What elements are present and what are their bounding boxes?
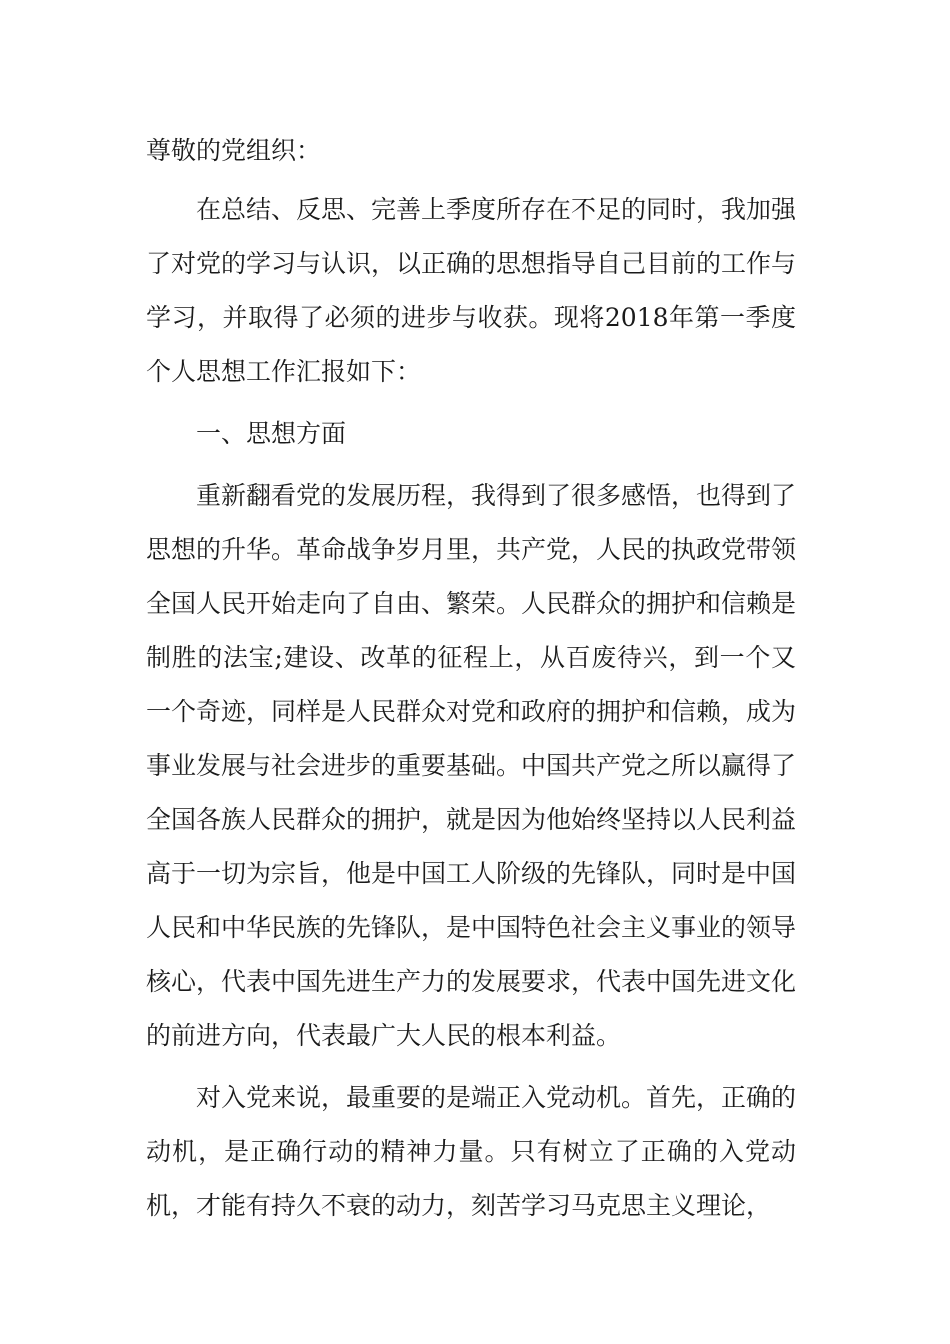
intro-paragraph: 在总结、反思、完善上季度所存在不足的同时，我加强了对党的学习与认识，以正确的思想指导自己目前的工作与学习，并取得了必须的进步与收获。现将2018年第一季度个人思想工作汇报如下： [146, 195, 797, 386]
section-heading-thought: 一、思想方面 [196, 419, 347, 448]
history-paragraph: 重新翻看党的发展历程，我得到了很多感悟，也得到了思想的升华。革命战争岁月里，共产党，人民的执政党带领全国人民开始走向了自由、繁荣。人民群众的拥护和信赖是制胜的法宝;建设、改革的征程上，从百废待兴，到一个又一个奇迹，同样是人民群众对党和政府的拥护和信赖，成为事业发展与社会进步的重要基础。中国共产党之所以赢得了全国各族人民群众的拥护，就是因为他始终坚持以人民利益高于一切为宗旨，他是中国工人阶级的先锋队，同时是中国人民和中华民族的先锋队，是中国特色社会主义事业的领导核心，代表中国先进生产力的发展要求，代表中国先进文化的前进方向，代表最广大人民的根本利益。 [146, 481, 797, 1050]
salutation: 尊敬的党组织： [146, 136, 322, 165]
document-body [146, 124, 796, 1241]
motivation-paragraph: 对入党来说，最重要的是端正入党动机。首先，正确的动机，是正确行动的精神力量。只有树立了正确的入党动机，才能有持久不衰的动力，刻苦学习马克思主义理论， [146, 1083, 797, 1220]
